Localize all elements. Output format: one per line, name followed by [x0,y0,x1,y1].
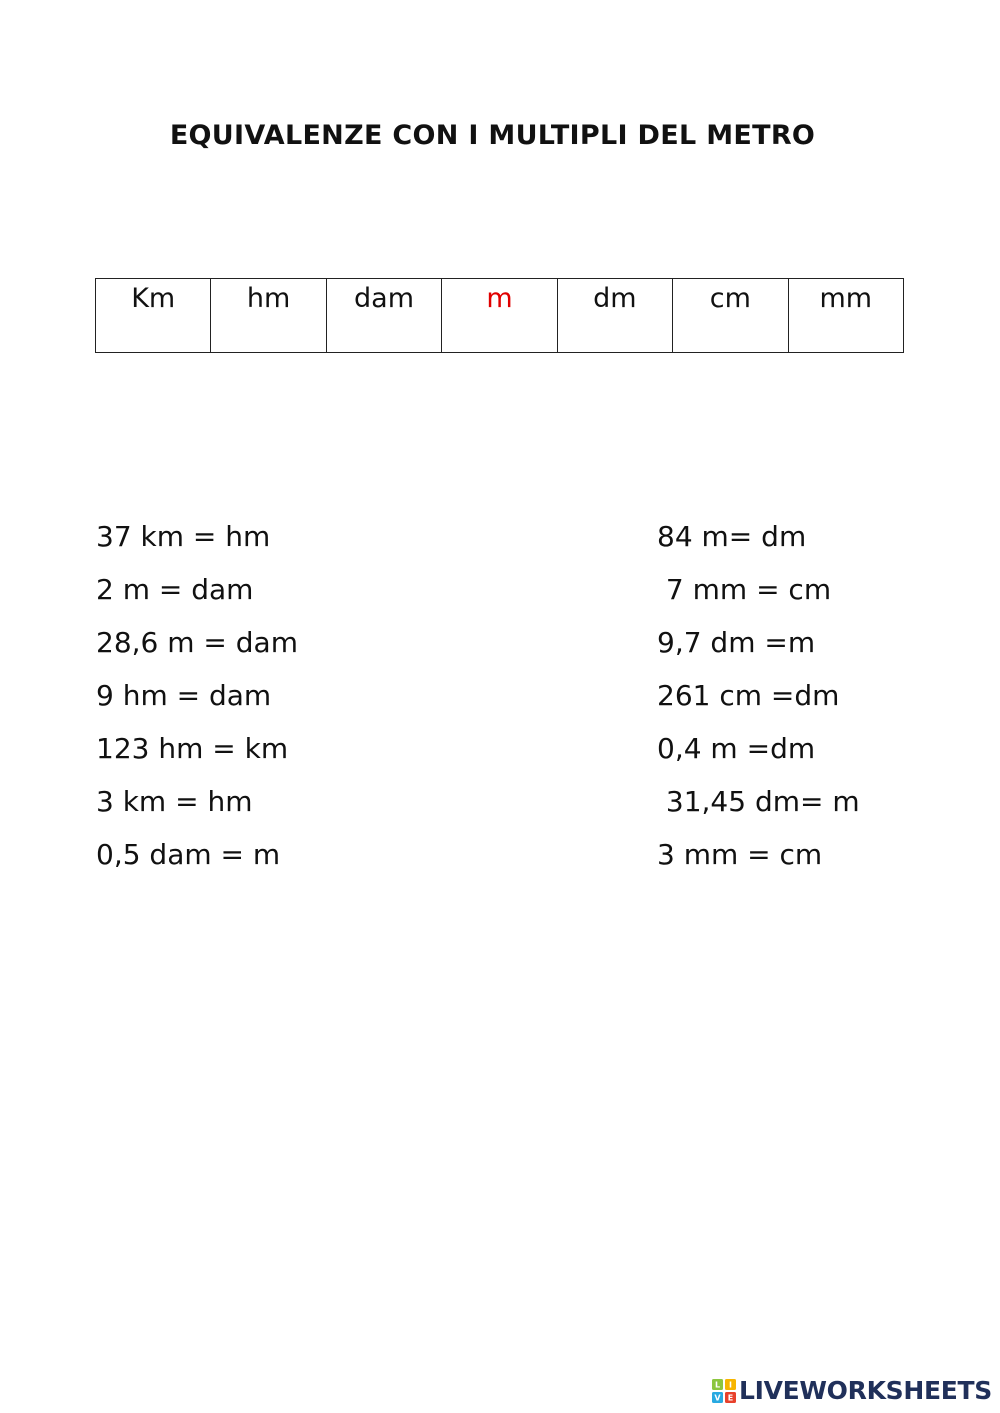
svg-text:V: V [714,1393,721,1402]
exercise-item: 0,5 dam = m [96,838,281,871]
exercise-item: 7 mm = cm [657,573,832,606]
unit-cell-m: m [442,279,557,353]
brand-name: LIVEWORKSHEETS [738,1376,992,1405]
exercises-right-column [657,510,860,881]
unit-cell-dm: dm [557,279,672,353]
svg-text:I: I [728,1380,732,1389]
units-table [95,278,904,353]
exercise-item: 9,7 dm =m [657,626,816,659]
exercise-item: 37 km = hm [96,520,271,553]
unit-cell-km: Km [96,279,211,353]
svg-text:E: E [727,1393,734,1402]
unit-cell-mm: mm [788,279,903,353]
exercise-item: 9 hm = dam [96,679,272,712]
exercises-left-column [96,510,298,881]
exercise-item: 0,4 m =dm [657,732,816,765]
units-row [96,279,904,353]
exercise-item: 3 km = hm [96,785,253,818]
unit-cell-hm: hm [211,279,326,353]
brand-watermark [712,1376,992,1405]
exercise-item: 28,6 m = dam [96,626,298,659]
unit-cell-dam: dam [326,279,441,353]
unit-cell-cm: cm [673,279,788,353]
exercise-item: 2 m = dam [96,573,254,606]
exercise-item: 31,45 dm= m [657,785,860,818]
exercise-item: 3 mm = cm [657,838,823,871]
exercise-item: 84 m= dm [657,520,807,553]
svg-text:L: L [714,1380,720,1389]
exercise-item: 261 cm =dm [657,679,840,712]
liveworksheets-logo-icon [712,1379,736,1403]
page-title: EQUIVALENZE CON I MULTIPLI DEL METRO [169,120,816,151]
exercise-item: 123 hm = km [96,732,289,765]
